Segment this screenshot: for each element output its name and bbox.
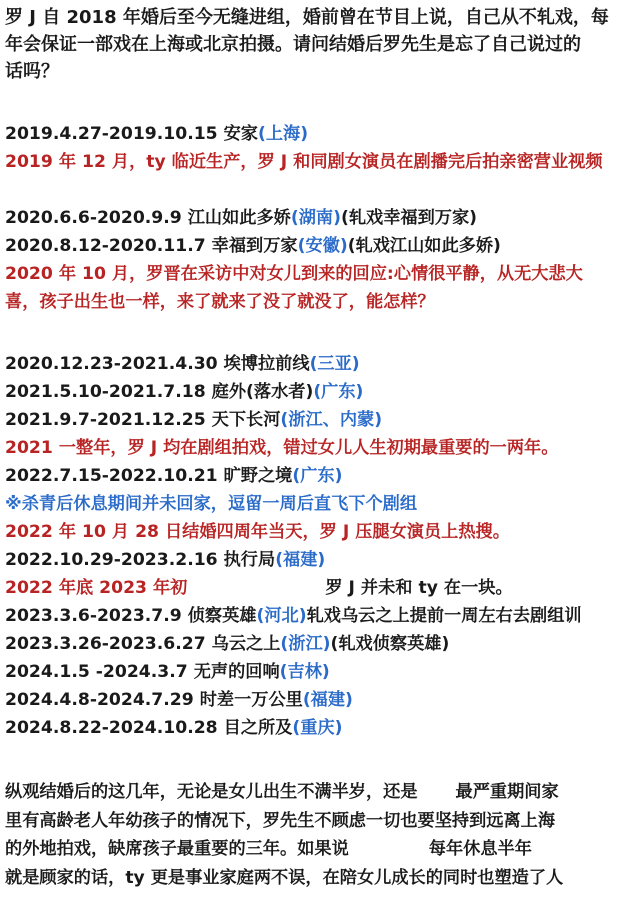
note-line-mixed: 2022 年底 2023 年初 罗 J 并未和 ty 在一块。 [5, 578, 513, 598]
intro-line: 年会保证一部戏在上海或北京拍摄。请问结婚后罗先生是忘了自己说过的 [5, 34, 581, 55]
conclusion-line: 就是顾家的话，ty 更是事业家庭两不误，在陪女儿成长的同时也塑造了人 [5, 867, 564, 888]
conclusion-line: 里有高龄老人年幼孩子的情况下，罗先生不顾虑一切也要坚持到远离上海 [5, 810, 556, 831]
entry-line: 2021.5.10-2021.7.18 庭外(落水者)(广东) [5, 382, 364, 402]
note-line-red: 2020 年 10 月，罗晋在采访中对女儿到来的回应:心情很平静，从无大悲大 [5, 264, 583, 284]
entry-line: 2021.9.7-2021.12.25 天下长河(浙江、内蒙) [5, 410, 383, 430]
entry-line: 2024.1.5 -2024.3.7 无声的回响(吉林) [5, 662, 330, 682]
note-line-red: 2021 一整年，罗 J 均在剧组拍戏，错过女儿人生初期最重要的一两年。 [5, 438, 559, 458]
conclusion-line: 的外地拍戏，缺席孩子最重要的三年。如果说 每年休息半年 [5, 839, 532, 859]
entry-line: 2022.10.29-2023.2.16 执行局(福建) [5, 550, 326, 570]
intro-paragraph [5, 4, 635, 85]
entry-line: 2020.8.12-2020.11.7 幸福到万家(安徽)(轧戏江山如此多娇) [5, 236, 501, 256]
entry-line: 2024.8.22-2024.10.28 目之所及(重庆) [5, 718, 343, 738]
note-line-red: 喜，孩子出生也一样，来了就来了没了就没了，能怎样？ [5, 292, 435, 312]
entry-line: 2019.4.27-2019.10.15 安家(上海) [5, 124, 309, 144]
entry-line: 2020.6.6-2020.9.9 江山如此多娇(湖南)(轧戏幸福到万家) [5, 208, 477, 228]
note-line-red: 2022 年 10 月 28 日结婚四周年当天，罗 J 压腿女演员上热搜。 [5, 522, 510, 542]
entry-line: 2023.3.6-2023.7.9 侦察英雄(河北)轧戏乌云之上提前一周左右去剧组训 [5, 606, 582, 626]
note-line-blue: ※杀青后休息期间并未回家，逗留一周后直飞下个剧组 [5, 494, 418, 514]
conclusion-line: 纵观结婚后的这几年，无论是女儿出生不满半岁，还是 最严重期间家 [5, 782, 559, 802]
entry-line: 2022.7.15-2022.10.21 旷野之境(广东) [5, 466, 343, 486]
intro-line: 话吗？ [5, 61, 59, 82]
intro-line: 罗 J 自 2018 年婚后至今无缝进组，婚前曾在节目上说，自己从不轧戏，每 [5, 7, 609, 28]
conclusion-paragraph [5, 778, 635, 892]
entry-line: 2023.3.26-2023.6.27 乌云之上(浙江)(轧戏侦察英雄) [5, 634, 450, 654]
entry-line: 2020.12.23-2021.4.30 埃博拉前线(三亚) [5, 354, 360, 374]
note-line-red: 2019 年 12 月，ty 临近生产，罗 J 和同剧女演员在剧播完后拍亲密营业视频 [5, 152, 603, 172]
entry-line: 2024.4.8-2024.7.29 时差一万公里(福建) [5, 690, 353, 710]
